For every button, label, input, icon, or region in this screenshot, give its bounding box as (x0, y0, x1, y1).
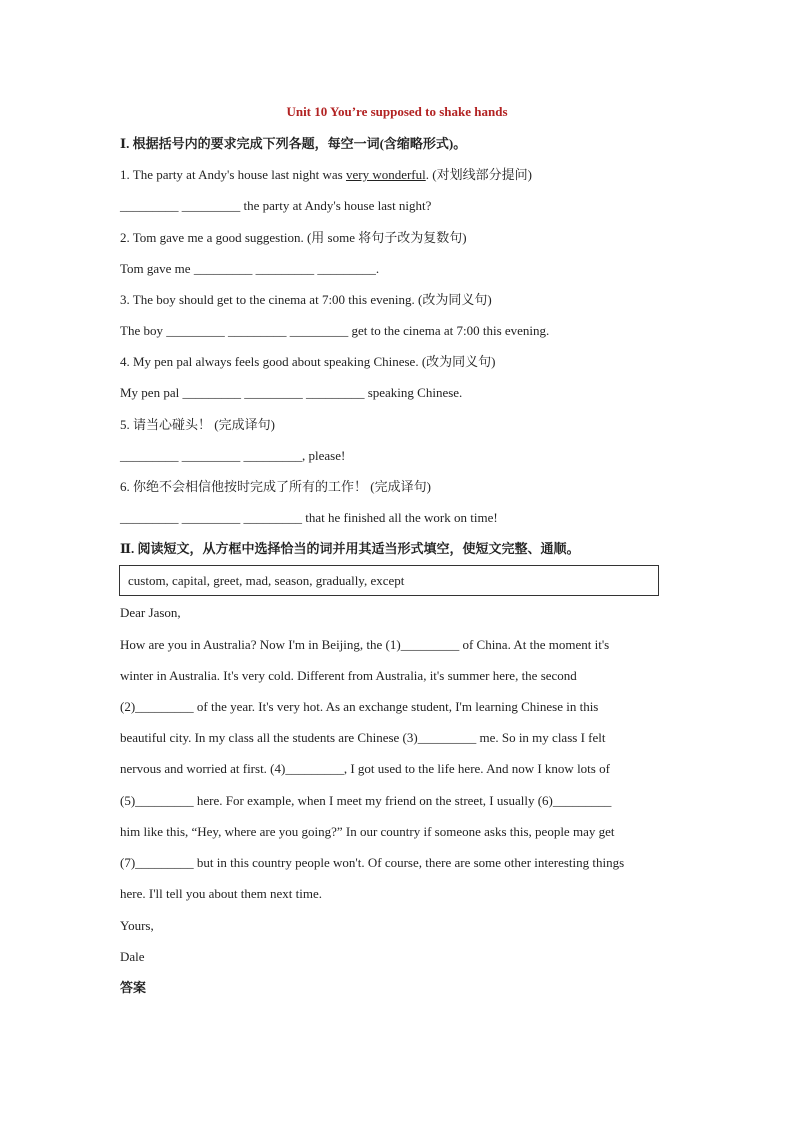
answer-5: _________ _________ _________, please! (120, 448, 346, 463)
page-title: Unit 10 You’re supposed to shake hands (286, 104, 508, 119)
question-1 (120, 167, 532, 183)
answer-4: My pen pal _________ _________ _________ speaking Chinese. (120, 385, 463, 400)
answer-heading: 答案 (120, 980, 147, 995)
answer-6: _________ _________ _________ that he finished all the work on time! (120, 510, 498, 525)
letter-signature: Dale (120, 949, 145, 964)
letter-line: nervous and worried at first. (4)_________, I got used to the life here. And now I know lots of (120, 761, 610, 776)
question-2: 2. Tom gave me a good suggestion. (用 some 将句子改为复数句) (120, 230, 467, 245)
letter-line: (5)_________ here. For example, when I meet my friend on the street, I usually (6)_________ (120, 793, 612, 808)
q1-underlined: very wonderful (345, 167, 426, 182)
section2-heading: Ⅱ. 阅读短文，从方框中选择恰当的词并用其适当形式填空，使短文完整、通顺。 (120, 541, 580, 556)
question-6: 6. 你绝不会相信他按时完成了所有的工作！ (完成译句) (120, 479, 431, 494)
letter-line: here. I'll tell you about them next time. (120, 886, 322, 901)
question-4: 4. My pen pal always feels good about speaking Chinese. (改为同义句) (120, 354, 496, 369)
letter-line: winter in Australia. It's very cold. Different from Australia, it's summer here, the second (120, 668, 577, 683)
letter-line: Dear Jason, (120, 605, 181, 620)
word-box (119, 565, 659, 596)
word-box-text: custom, capital, greet, mad, season, gradually, except (128, 573, 405, 588)
answer-2: Tom gave me _________ _________ _________. (120, 261, 380, 276)
question-5: 5. 请当心碰头！ (完成译句) (120, 417, 275, 432)
letter-line: him like this, “Hey, where are you going?” In our country if someone asks this, people may get (120, 824, 615, 839)
letter-line: How are you in Australia? Now I'm in Beijing, the (1)_________ of China. At the moment it's (120, 637, 610, 652)
section1-heading: Ⅰ. 根据括号内的要求完成下列各题，每空一词(含缩略形式)。 (120, 136, 467, 151)
q1-suffix: . (对划线部分提问) (425, 167, 532, 182)
letter-closing: Yours, (120, 918, 154, 933)
question-3: 3. The boy should get to the cinema at 7:00 this evening. (改为同义句) (120, 292, 492, 307)
q1-prefix: 1. The party at Andy's house last night was (120, 167, 346, 182)
letter-line: (7)_________ but in this country people won't. Of course, there are some other interesting things (120, 855, 625, 870)
letter-line: (2)_________ of the year. It's very hot. As an exchange student, I'm learning Chinese in this (120, 699, 599, 714)
answer-1: _________ _________ the party at Andy's house last night? (120, 198, 432, 213)
letter-line: beautiful city. In my class all the students are Chinese (3)_________ me. So in my class I felt (120, 730, 606, 745)
answer-3: The boy _________ _________ _________ get to the cinema at 7:00 this evening. (120, 323, 550, 338)
